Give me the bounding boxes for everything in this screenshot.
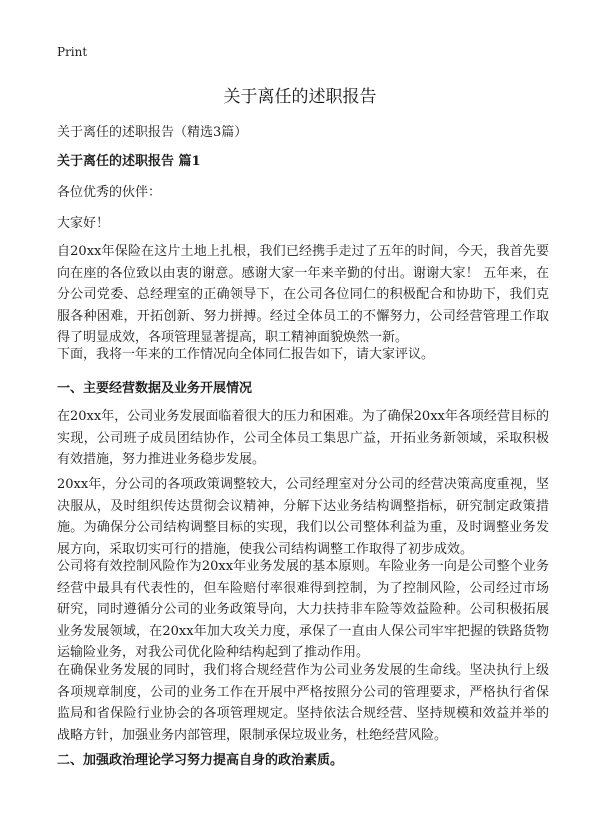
- paragraph-business-4: 在确保业务发展的同时，我们将合规经营作为公司业务发展的生命线。坚决执行上级各项规章制度，公司的业务工作在开展中严格按照分公司的管理要求，严格执行省保监局和省保险行业协会的各项管理规定。坚持依法合规经营、坚持规模和效益并举的战略方针，加强业务内部管理，限制承保垃圾业务，杜绝经营风险。: [57, 663, 549, 743]
- paragraph-business-2: 20xx年，分公司的各项政策调整较大，公司经理室对分公司的经营决策高度重视，坚决服从，及时组织传达贯彻会议精神，分解下达业务结构调整指标，研究制定政策措施。为确保分公司结构调整目标的实现，我们以公司整体利益为重，及时调整业务发展方向，采取切实可行的措施，使我公司结构调整工作取得了初步成效。: [57, 477, 549, 557]
- paragraph-business-1: 在20xx年，公司业务发展面临着很大的压力和困难。为了确保20xx年各项经营目标的实现，公司班子成员团结协作，公司全体员工集思广益，开拓业务新领域，采取积极有效措施，努力推进业务稳步发展。: [57, 409, 549, 467]
- greeting: 大家好！: [57, 216, 110, 231]
- paragraph-opening: 自20xx年保险在这片土地上扎根，我们已经携手走过了五年的时间，今天，我首先要向在座的各位致以由衷的谢意。感谢大家一年来辛勤的付出。谢谢大家！ 五年来，在分公司党委、总经理室的正确领导下，在公司各位同仁的积极配合和协助下，我们克服各种困难，开拓创新、努力拼搏。经过全体员工的不懈努力，公司经营管理工作取得了明显成效，各项管理显著提高，职工精神面貌焕然一新。: [57, 244, 549, 345]
- paragraph-intro: 下面，我将一年来的工作情况向全体同仁报告如下，请大家评议。: [57, 347, 435, 362]
- print-link[interactable]: Print: [57, 45, 88, 59]
- heading-business-data: 一、主要经营数据及业务开展情况: [57, 381, 253, 396]
- section-title: 关于离任的述职报告 篇1: [57, 154, 201, 169]
- heading-political-study: 二、加强政治理论学习努力提高自身的政治素质。: [57, 753, 344, 768]
- document-subtitle: 关于离任的述职报告（精选3篇）: [57, 125, 248, 140]
- paragraph-business-3: 公司将有效控制风险作为20xx年业务发展的基本原则。车险业务一向是公司整个业务经营中最具有代表性的，但车险赔付率很难得到控制，为了控制风险，公司经过市场研究，同时遵循分公司的业务政策导向，大力扶持非车险等效益险种。公司积极拓展业务发展领域，在20xx年加大攻关力度，承保了一直由人保公司牢牢把握的铁路货物运输险业务，对我公司优化险种结构起到了推动作用。: [57, 559, 549, 660]
- document-title: 关于离任的述职报告: [223, 87, 377, 107]
- salutation: 各位优秀的伙伴：: [57, 185, 162, 200]
